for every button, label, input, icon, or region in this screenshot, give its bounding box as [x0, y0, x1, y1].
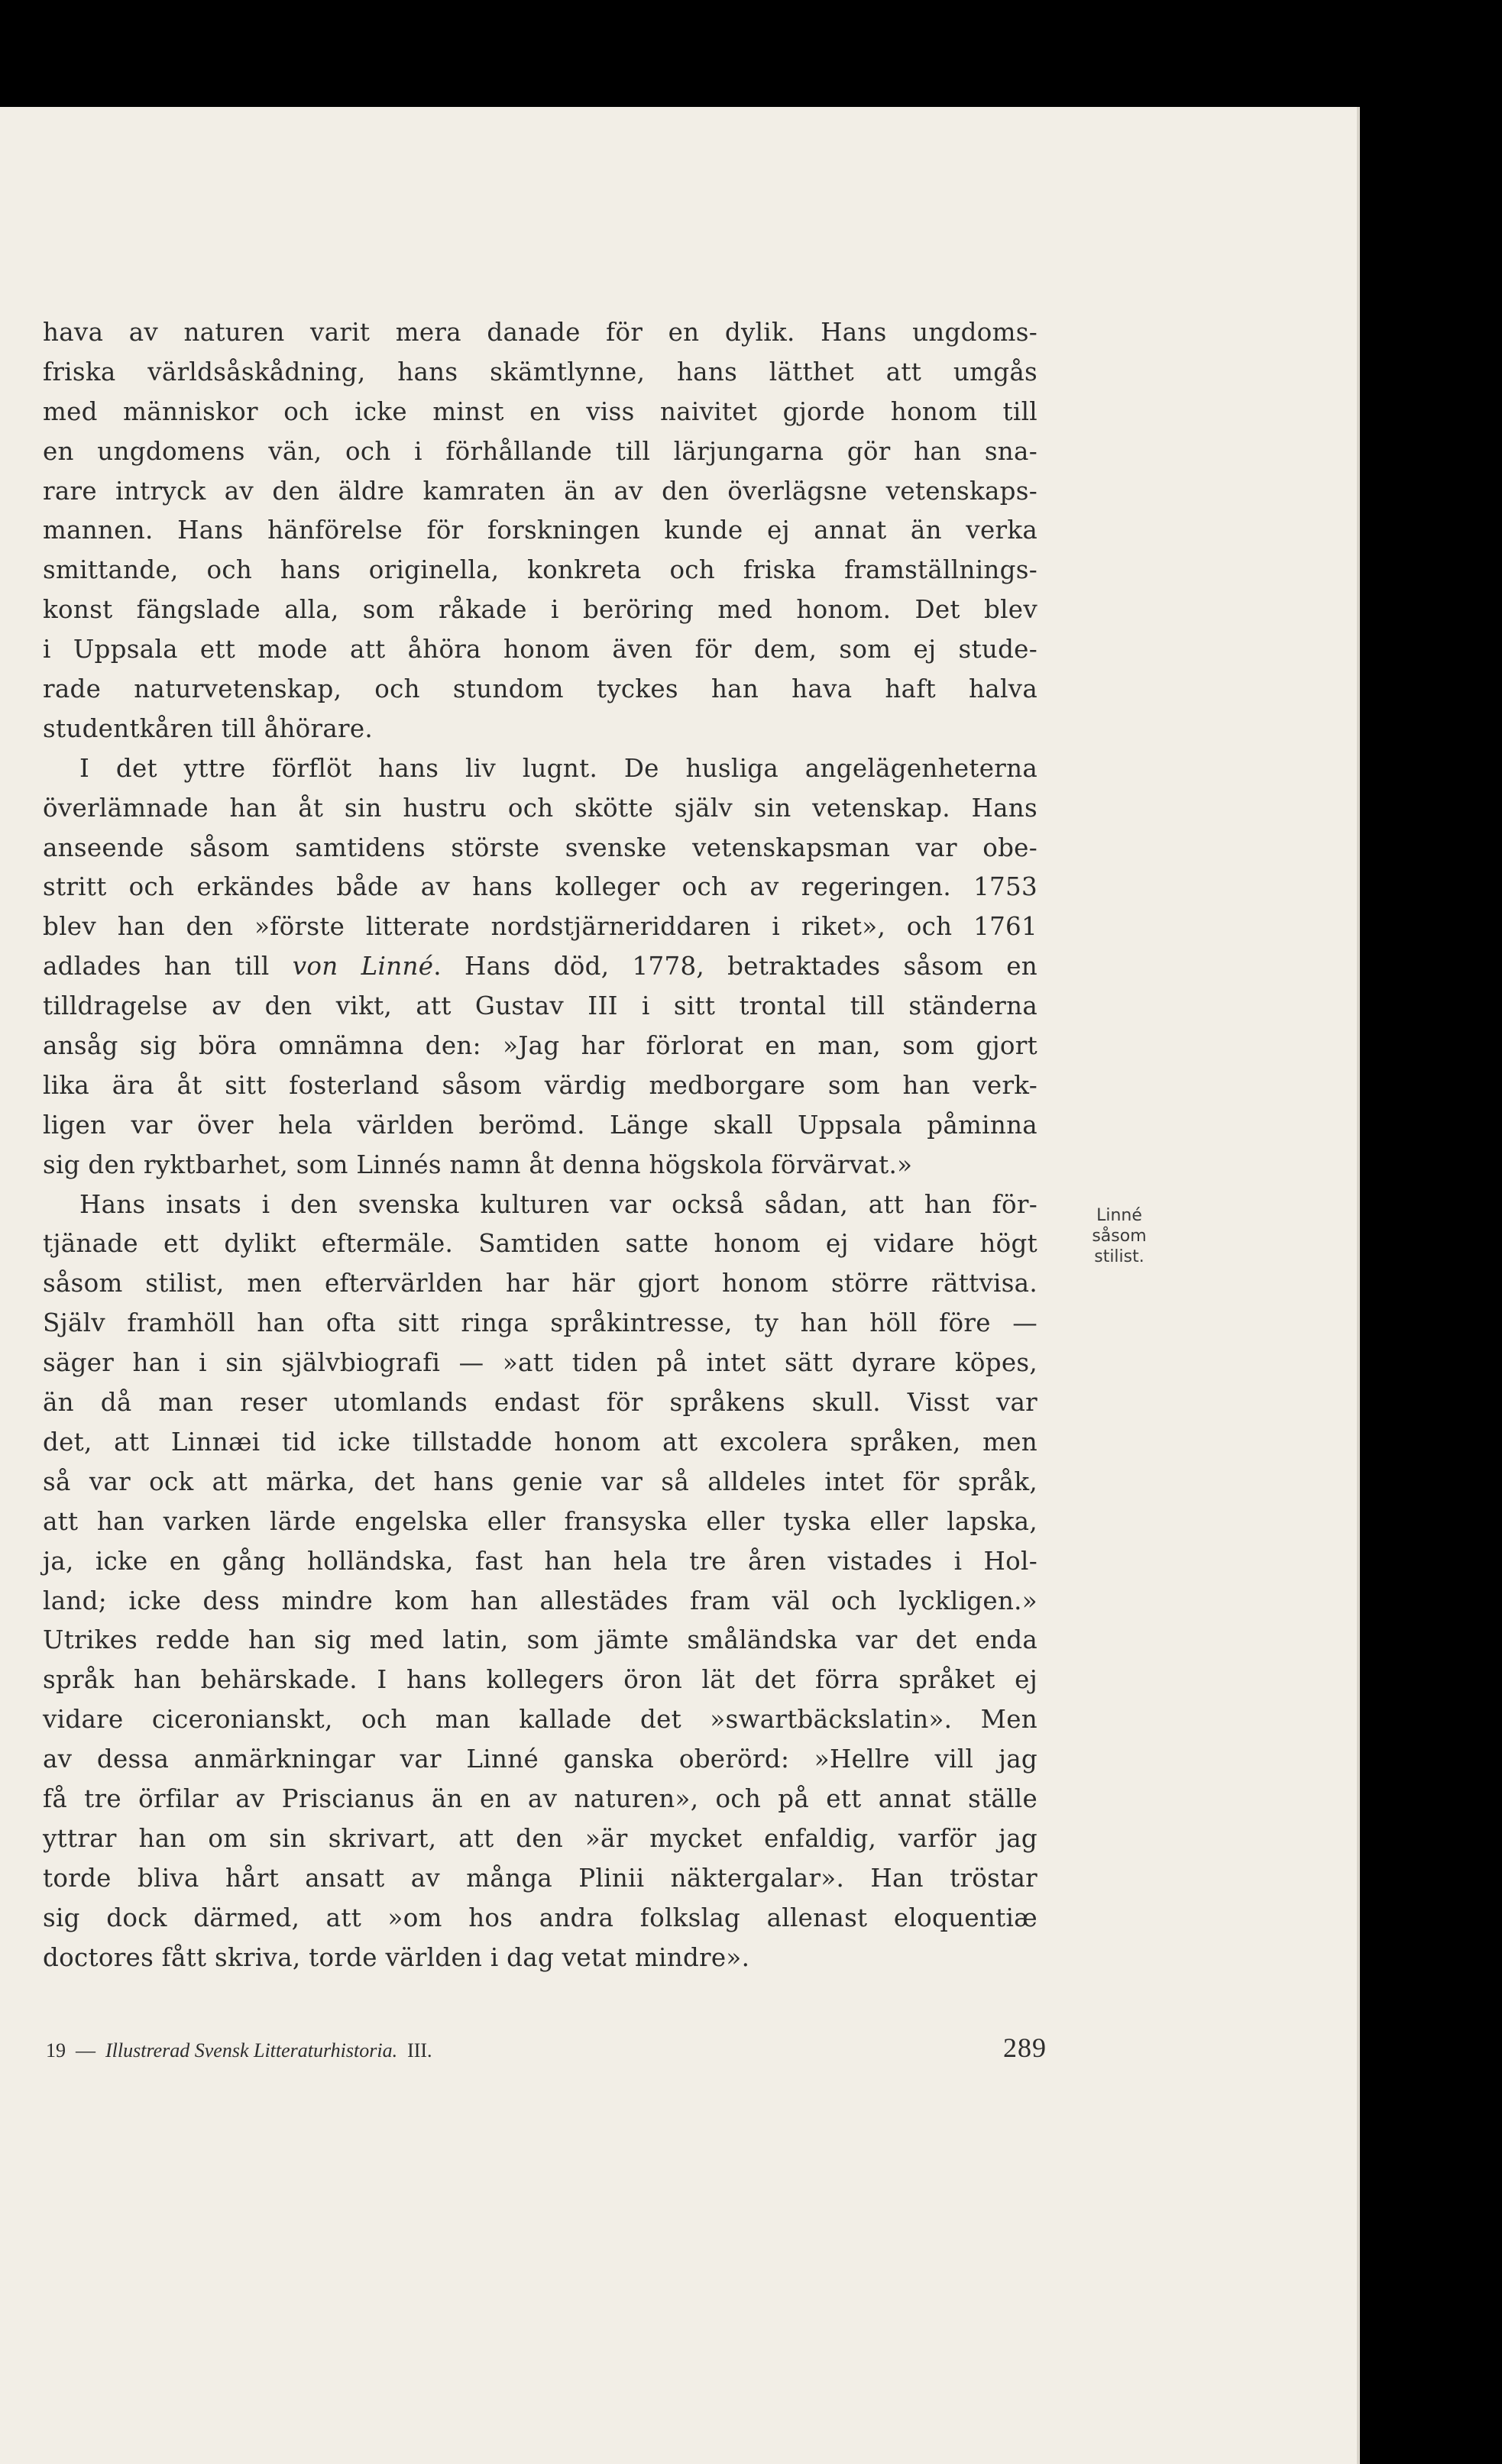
text-line: smittande, och hans originella, konkreta och friska framställnings-	[43, 555, 1037, 585]
text-line: sig den ryktbarhet, som Linnés namn åt denna högskola förvärvat.»	[43, 1150, 913, 1179]
text-line: att han varken lärde engelska eller fransyska eller tyska eller lapska,	[43, 1506, 1037, 1536]
text-line: ja, icke en gång holländska, fast han hela tre åren vistades i Hol-	[43, 1546, 1037, 1576]
text-line: ansåg sig böra omnämna den: »Jag har förlorat en man, som gjort	[43, 1031, 1037, 1061]
text-line: Hans insats i den svenska kulturen var också sådan, att han för-	[79, 1189, 1037, 1219]
text-line: det, att Linnæi tid icke tillstadde honom att excolera språken, men	[43, 1427, 1037, 1457]
text-line: rade naturvetenskap, och stundom tyckes han hava haft halva	[43, 674, 1037, 704]
text-line: tjänade ett dylikt eftermäle. Samtiden satte honom ej vidare högt	[43, 1229, 1037, 1259]
text-line: anseende såsom samtidens störste svenske vetenskapsman var obe-	[43, 833, 1037, 862]
text-line: Utrikes redde han sig med latin, som jämte småländska var det enda	[43, 1625, 1037, 1655]
text-line: konst fängslade alla, som råkade i beröring med honom. Det blev	[43, 595, 1037, 625]
text-line: än då man reser utomlands endast för språkens skull. Visst var	[43, 1388, 1037, 1418]
text-line: säger han i sin självbiografi — »att tiden på intet sätt dyrare köpes,	[43, 1348, 1037, 1378]
page-edge	[1357, 107, 1360, 2464]
text-line: adlades han till von Linné. Hans död, 1778, betraktades såsom en	[43, 952, 1037, 981]
margin-note	[1077, 1205, 1161, 1267]
text-line: i Uppsala ett mode att åhöra honom även för dem, som ej stude-	[43, 635, 1037, 665]
signature-volume: III.	[407, 2039, 432, 2061]
text-line: språk han behärskade. I hans kollegers öron lät det förra språket ej	[43, 1665, 1037, 1695]
signature-title: Illustrerad Svensk Litteraturhistoria.	[105, 2039, 398, 2061]
text-line: sig dock därmed, att »om hos andra folkslag allenast eloquentiæ	[43, 1903, 1037, 1932]
text-line: hava av naturen varit mera danade för en dylik. Hans ungdoms-	[43, 318, 1037, 347]
text-line: tilldragelse av den vikt, att Gustav III i sitt trontal till ständerna	[43, 991, 1037, 1021]
text-line: torde bliva hårt ansatt av många Plinii näktergalar». Han tröstar	[43, 1863, 1037, 1893]
text-line: ligen var över hela världen berömd. Länge skall Uppsala påminna	[43, 1110, 1037, 1140]
text-line: lika ära åt sitt fosterland såsom värdig medborgare som han verk-	[43, 1070, 1037, 1100]
margin-note-line: stilist.	[1094, 1247, 1144, 1266]
text-line: blev han den »förste litterate nordstjärneriddaren i riket», och 1761	[43, 912, 1037, 942]
text-line: yttrar han om sin skrivart, att den »är mycket enfaldig, varför jag	[43, 1823, 1037, 1853]
text-line: stritt och erkändes både av hans kolleger och av regeringen. 1753	[43, 872, 1037, 902]
margin-note-line: såsom	[1092, 1227, 1147, 1246]
margin-note-line: Linné	[1096, 1206, 1142, 1225]
printer-signature	[46, 2039, 432, 2062]
signature-dash: —	[76, 2039, 95, 2061]
text-line: vidare ciceronianskt, och man kallade det »swartbäckslatin». Men	[43, 1705, 1037, 1735]
text-line: friska världsåskådning, hans skämtlynne, hans lätthet att umgås	[43, 357, 1037, 386]
text-line: med människor och icke minst en viss naivitet gjorde honom till	[43, 396, 1037, 426]
signature-number: 19	[46, 2039, 66, 2061]
text-line: rare intryck av den äldre kamraten än av den överlägsne vetenskaps-	[43, 476, 1037, 506]
text-line: så var ock att märka, det hans genie var så alldeles intet för språk,	[43, 1466, 1037, 1496]
text-line: mannen. Hans hänförelse för forskningen kunde ej annat än verka	[43, 516, 1037, 545]
text-line: I det yttre förflöt hans liv lugnt. De husliga angelägenheterna	[79, 753, 1037, 783]
text-line: doctores fått skriva, torde världen i dag vetat mindre».	[43, 1942, 750, 1972]
page-footer	[46, 2032, 1047, 2070]
text-line: såsom stilist, men eftervärlden har här gjort honom större rättvisa.	[43, 1269, 1037, 1298]
text-line: land; icke dess mindre kom han allestädes fram väl och lyckligen.»	[43, 1586, 1037, 1615]
page-number: 289	[1003, 2032, 1047, 2063]
text-line: studentkåren till åhörare.	[43, 713, 374, 743]
text-line: Själv framhöll han ofta sitt ringa språkintresse, ty han höll före —	[43, 1308, 1037, 1338]
body-text	[43, 313, 1037, 1977]
text-line: en ungdomens vän, och i förhållande till lärjungarna gör han sna-	[43, 436, 1037, 466]
text-line: få tre örfilar av Priscianus än en av naturen», och på ett annat ställe	[43, 1783, 1037, 1813]
text-line: av dessa anmärkningar var Linné ganska oberörd: »Hellre vill jag	[43, 1745, 1037, 1774]
text-line: överlämnade han åt sin hustru och skötte själv sin vetenskap. Hans	[43, 793, 1037, 823]
italic-name: von Linné	[292, 952, 434, 981]
